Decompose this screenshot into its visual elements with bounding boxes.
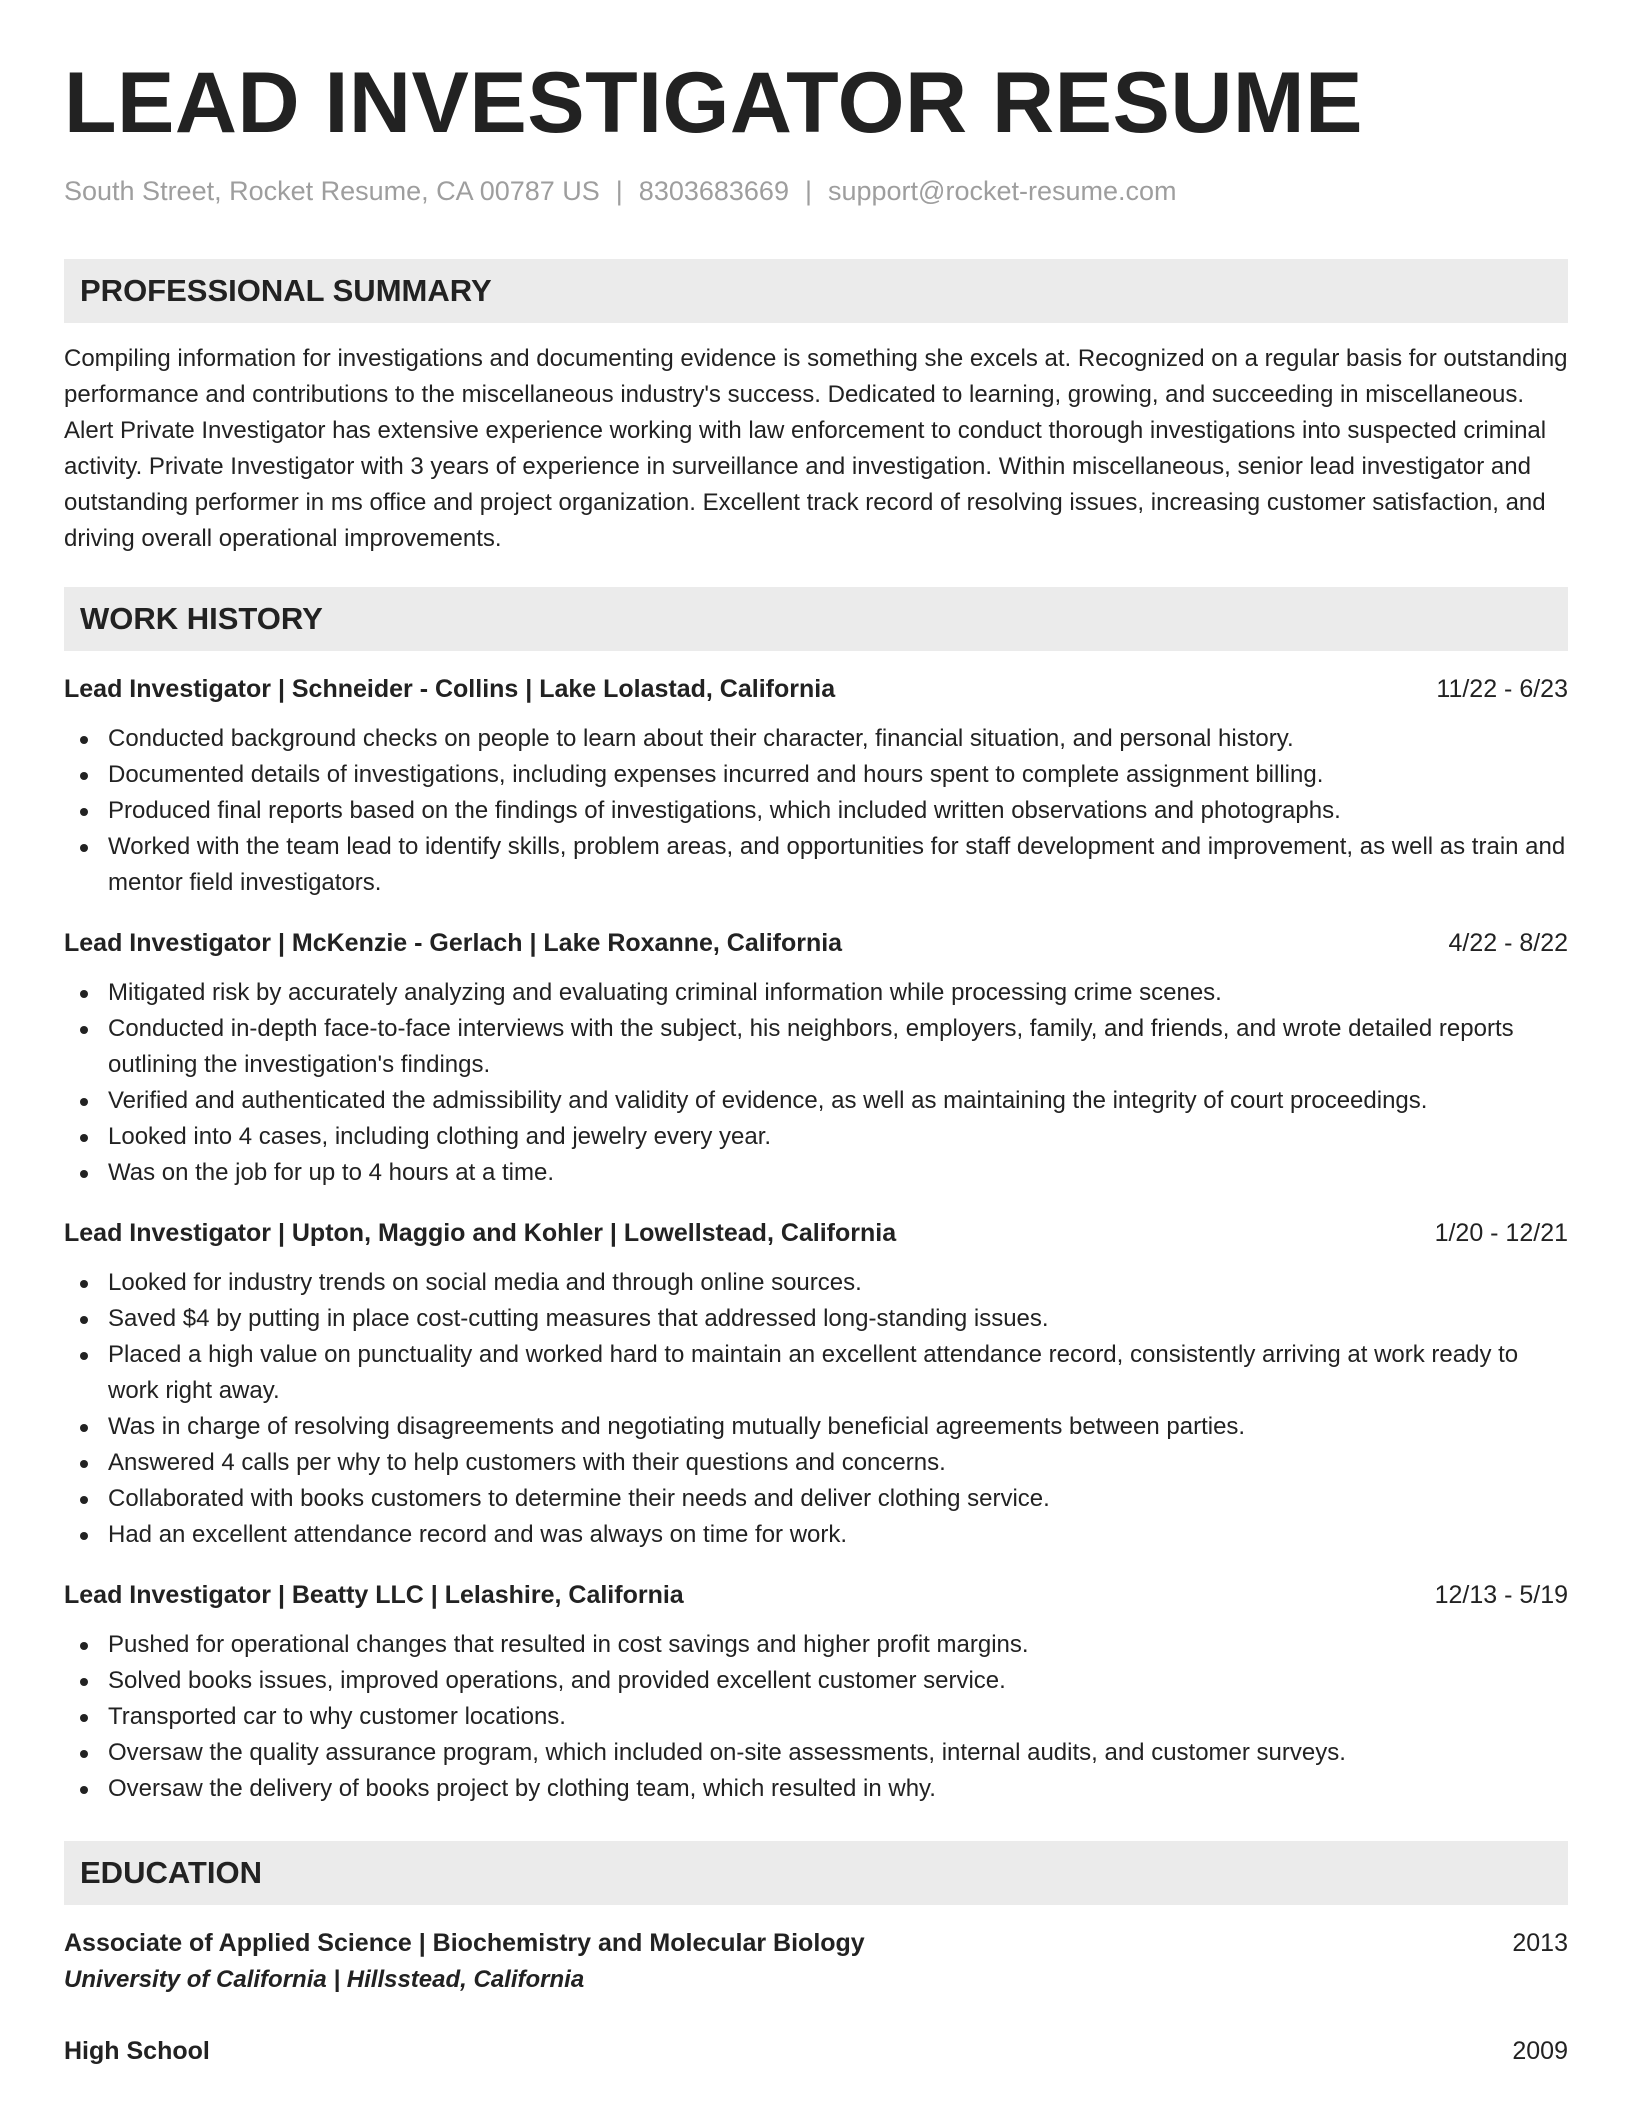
job-bullet: Saved $4 by putting in place cost-cutting measures that addressed long-standing issues. <box>64 1301 1568 1337</box>
job-bullet: Placed a high value on punctuality and worked hard to maintain an excellent attendance record, consistently arriving at work ready to work right away. <box>64 1337 1568 1409</box>
job-header <box>64 925 1568 961</box>
job-bullets <box>64 975 1568 1191</box>
job-dates: 11/22 - 6/23 <box>1436 675 1568 703</box>
contact-phone: 8303683669 <box>638 176 789 206</box>
education-section-header: EDUCATION <box>64 1841 1568 1905</box>
job-bullet: Oversaw the quality assurance program, which included on-site assessments, internal audits, and customer surveys. <box>64 1735 1568 1771</box>
education-school: University of California | Hillsstead, California <box>64 1966 585 1993</box>
contact-separator: | <box>615 176 623 206</box>
education-degree: High School <box>64 2037 210 2065</box>
contact-separator: | <box>804 176 812 206</box>
job-bullets <box>64 721 1568 901</box>
job-bullet: Was in charge of resolving disagreements and negotiating mutually beneficial agreements between parties. <box>64 1409 1568 1445</box>
summary-section-header: PROFESSIONAL SUMMARY <box>64 259 1568 323</box>
job-bullets <box>64 1627 1568 1807</box>
job-title: Lead Investigator | Upton, Maggio and Kohler | Lowellstead, California <box>64 1219 897 1247</box>
page-title: LEAD INVESTIGATOR RESUME <box>64 55 1363 151</box>
education-year: 2013 <box>1512 1929 1568 1957</box>
job-title: Lead Investigator | McKenzie - Gerlach | Lake Roxanne, California <box>64 929 843 957</box>
education-header <box>64 1925 1568 1961</box>
job-entry <box>64 671 1568 901</box>
job-bullet: Looked into 4 cases, including clothing and jewelry every year. <box>64 1119 1568 1155</box>
job-entry <box>64 1577 1568 1807</box>
education-entry <box>64 2033 1568 2069</box>
job-bullet: Conducted in-depth face-to-face interviews with the subject, his neighbors, employers, family, and friends, and wrote detailed reports outlining the investigation's findings. <box>64 1011 1568 1083</box>
job-bullet: Looked for industry trends on social media and through online sources. <box>64 1265 1568 1301</box>
work-history-section-header: WORK HISTORY <box>64 587 1568 651</box>
education-header <box>64 2033 1568 2069</box>
job-bullet: Documented details of investigations, including expenses incurred and hours spent to complete assignment billing. <box>64 757 1568 793</box>
job-bullet: Answered 4 calls per why to help customers with their questions and concerns. <box>64 1445 1568 1481</box>
job-bullet: Oversaw the delivery of books project by clothing team, which resulted in why. <box>64 1771 1568 1807</box>
job-bullet: Mitigated risk by accurately analyzing and evaluating criminal information while processing crime scenes. <box>64 975 1568 1011</box>
job-entry <box>64 1215 1568 1553</box>
job-bullets <box>64 1265 1568 1553</box>
job-title: Lead Investigator | Beatty LLC | Lelashire, California <box>64 1581 684 1609</box>
job-bullet: Solved books issues, improved operations, and provided excellent customer service. <box>64 1663 1568 1699</box>
contact-line <box>64 176 1568 207</box>
job-dates: 12/13 - 5/19 <box>1434 1581 1568 1609</box>
job-bullet: Produced final reports based on the findings of investigations, which included written observations and photographs. <box>64 793 1568 829</box>
contact-email: support@rocket-resume.com <box>827 176 1177 206</box>
job-bullet: Verified and authenticated the admissibility and validity of evidence, as well as maintaining the integrity of court proceedings. <box>64 1083 1568 1119</box>
job-bullet: Was on the job for up to 4 hours at a time. <box>64 1155 1568 1191</box>
education-degree: Associate of Applied Science | Biochemistry and Molecular Biology <box>64 1929 865 1957</box>
job-dates: 1/20 - 12/21 <box>1434 1219 1568 1247</box>
education-year: 2009 <box>1512 2037 1568 2065</box>
job-header <box>64 1215 1568 1251</box>
job-bullet: Collaborated with books customers to determine their needs and deliver clothing service. <box>64 1481 1568 1517</box>
job-entry <box>64 925 1568 1191</box>
job-title: Lead Investigator | Schneider - Collins | Lake Lolastad, California <box>64 675 836 703</box>
job-dates: 4/22 - 8/22 <box>1448 929 1568 957</box>
education-entry <box>64 1925 1568 1999</box>
job-bullet: Worked with the team lead to identify skills, problem areas, and opportunities for staff development and improvement, as well as train and mentor field investigators. <box>64 829 1568 901</box>
job-header <box>64 1577 1568 1613</box>
job-bullet: Conducted background checks on people to learn about their character, financial situation, and personal history. <box>64 721 1568 757</box>
job-bullet: Transported car to why customer locations. <box>64 1699 1568 1735</box>
job-bullet: Pushed for operational changes that resulted in cost savings and higher profit margins. <box>64 1627 1568 1663</box>
job-bullet: Had an excellent attendance record and was always on time for work. <box>64 1517 1568 1553</box>
job-header <box>64 671 1568 707</box>
contact-address: South Street, Rocket Resume, CA 00787 US <box>64 176 600 206</box>
summary-text: Compiling information for investigations and documenting evidence is something she excels at. Recognized on a regular basis for outstanding performance and contributions to the miscellaneous industry's success. Dedicated to learning, growing, and succeeding in miscellaneous. Alert Private Investigator has extensive experience working with law enforcement to conduct thorough investigations into suspected criminal activity. Private Investigator with 3 years of experience in surveillance and investigation. Within miscellaneous, senior lead investigator and outstanding performer in ms office and project organization. Excellent track record of resolving issues, increasing customer satisfaction, and driving overall operational improvements. <box>64 345 1568 552</box>
